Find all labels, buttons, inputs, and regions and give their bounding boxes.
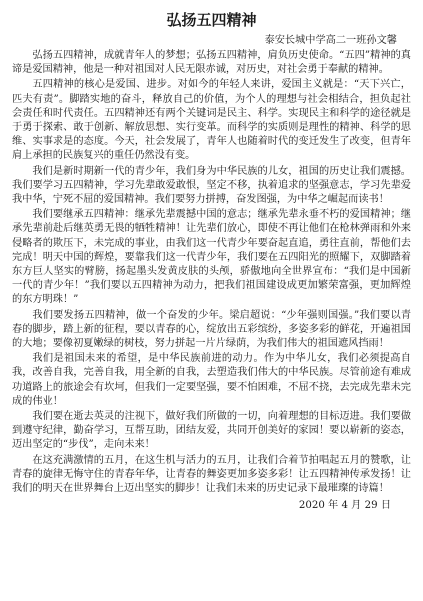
document-date: 2020 年 4 月 29 日 (298, 500, 391, 512)
paragraph: 五四精神的核心是爱国、进步。对如今的年轻人来讲，爱国主义就是：“天下兴亡，匹夫有责”。脚踏实地的奋斗，释放自己的价值，为个人的理想与社会相结合，担负起社会责任和时代责任。五四精神还有两个关键词是民主、科学。实现民主和科学的途径就是于勇于探索、敢于创新、解放思想、实行变革。而科学的实质则是理性的精神、科学的思维、实事求是的态度。今天，社会发展了，青年人也随着时代的变迁发生了改变，但青年肩上承担的民族复兴的重任仍然没有变。 (12, 79, 411, 162)
paragraph: 弘扬五四精神，成就青年人的梦想；弘扬五四精神，肩负历史使命。“五四”精神的真谛是爱国精神，他是一种对祖国对人民无限赤诚，对历史，对社会勇于奉献的精神。 (12, 50, 411, 76)
paragraph: 我们是祖国未来的希望，是中华民族前进的动力。作为中华儿女，我们必须提高自我，改善自我，完善自我，用全新的自我，去塑造我们伟大的中华民族。尽管前途有难成功道路上的旅途会有坎坷，但我们一定要坚强，要不怕困难，不屈不挠，去完成先辈未完成的伟业！ (12, 353, 411, 407)
paragraph: 我们要继承五四精神：继承先辈震撼中国的意志；继承先辈永垂不朽的爱国精神；继承先辈前赴后继英勇无畏的牺牲精神！让先辈们放心，即使不再让他们在枪林弹雨和外来侵略者的欺压下，未完成的事业，由我们这一代青少年要奋起直追，勇往直前，帮他们去完成！明天中国的辉煌，要靠我们这一代青少年，我们要在五四阳光的照耀下，双脚踏着东方巨人坚实的臂膀，扬起墨头发黄皮肤的头颅，骄傲地向全世界宣布：“我们是中国新一代的青少年！”我们要以五四精神为动力，把我们祖国建设成更加繁荣富强，更加辉煌的东方明珠！” (12, 209, 411, 306)
author-byline: 泰安长城中学高二一班孙文馨 (264, 35, 397, 46)
paragraph: 我们是新时期新一代的青少年，我们身为中华民族的儿女，祖国的历史让我们震撼。我们要学习五四精神，学习先辈敢爱敢恨，坚定不移，执着追求的坚强意志，学习先辈爱我中华，宁死不屈的爱国精神。我们要努力拼搏，奋发图强，为中华之崛起而读书！ (12, 165, 411, 206)
paragraph: 我们要发扬五四精神，做一个奋发的少年。梁启超说：“少年强则国强。”我们要以青春的脚步，踏上新的征程，要以青春的心，绽放出五彩缤纷，多姿多彩的鲜花，开遍祖国的大地；要像初夏嫩绿的树枝，努力拼起一片片绿荫，为我们伟大的祖国遮风挡雨！ (12, 309, 411, 350)
paragraph: 我们要在逝去英灵的注视下，做好我们所做的一切，向着理想的目标迈进。我们要做到遵守纪律，勤奋学习，互帮互助，团结友爱，共同开创美好的家园！要以崭新的姿态，迈出坚定的“步伐”，走向未来！ (12, 411, 411, 451)
document-title: 弘扬五四精神 (166, 11, 257, 29)
paragraph: 在这充满激情的五月，在这生机与活力的五月，让我们合着节拍唱起五月的赞歌，让青春的旋律无悔守住的青春年华，让青春的舞姿更加多姿多彩！让五四精神传承发扬！让我们的明天在世界舞台上迈出坚实的脚步！让我们未来的历史记录下最璀璨的诗篇！ (12, 454, 411, 495)
